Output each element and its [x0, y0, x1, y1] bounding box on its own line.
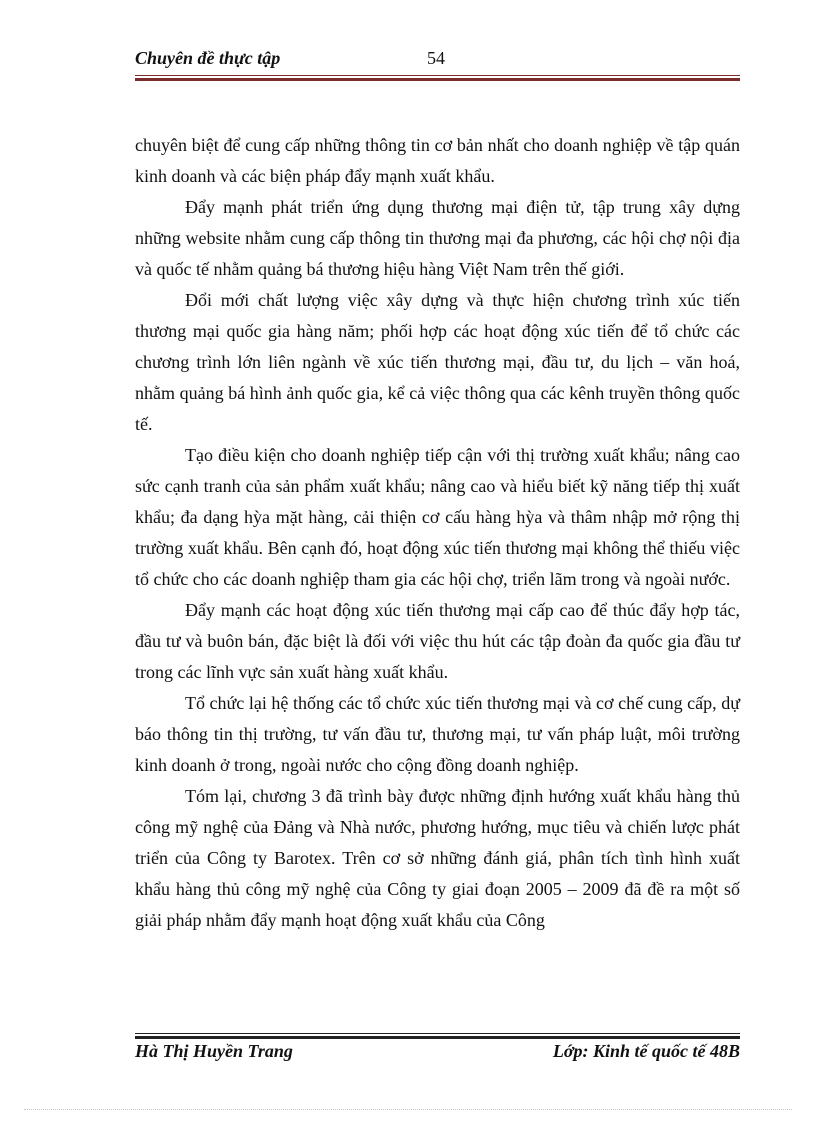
footer-author: Hà Thị Huyền Trang: [135, 1041, 293, 1061]
paragraph: Tạo điều kiện cho doanh nghiệp tiếp cận với thị trường xuất khẩu; nâng cao sức cạnh tranh của sản phẩm xuất khẩu; nâng cao và hiểu biết kỹ năng tiếp thị xuất khẩu; đa dạng hỳa mặt hàng, cải thiện cơ cấu hàng hỳa và thâm nhập mở rộng thị trường xuất khẩu. Bên cạnh đó, hoạt động xúc tiến thương mại không thể thiếu việc tổ chức cho các doanh nghiệp tham gia các hội chợ, triển lãm trong và ngoài nước.: [135, 445, 740, 589]
paragraph: Đổi mới chất lượng việc xây dựng và thực hiện chương trình xúc tiến thương mại quốc gia hàng năm; phối hợp các hoạt động xúc tiến để tổ chức các chương trình lớn liên ngành về xúc tiến thương mại, đầu tư, du lịch – văn hoá, nhằm quảng bá hình ảnh quốc gia, kể cả việc thông qua các kênh truyền thông quốc tế.: [135, 290, 740, 434]
paragraph: chuyên biệt để cung cấp những thông tin cơ bản nhất cho doanh nghiệp về tập quán kinh doanh và các biện pháp đẩy mạnh xuất khẩu.: [135, 135, 740, 186]
page-edge-divider: [24, 1109, 792, 1110]
footer-rule-thin: [135, 1033, 740, 1034]
header-rule-thick: [135, 78, 740, 81]
footer-rule-thick: [135, 1036, 740, 1039]
paragraph: Đẩy mạnh các hoạt động xúc tiến thương mại cấp cao để thúc đẩy hợp tác, đầu tư và buôn bán, đặc biệt là đối với việc thu hút các tập đoàn đa quốc gia đầu tư trong các lĩnh vực sản xuất hàng xuất khẩu.: [135, 600, 740, 682]
paragraph: Tóm lại, chương 3 đã trình bày được những định hướng xuất khẩu hàng thủ công mỹ nghệ của Đảng và Nhà nước, phương hướng, mục tiêu và chiến lược phát triển của Công ty Barotex. Trên cơ sở những đánh giá, phân tích tình hình xuất khẩu hàng thủ công mỹ nghệ của Công ty giai đoạn 2005 – 2009 đã đề ra một số giải pháp nhằm đẩy mạnh hoạt động xuất khẩu của Công: [135, 786, 740, 930]
header-rule-thin: [135, 75, 740, 76]
page-number: 54: [427, 48, 445, 68]
footer-class: Lớp: Kinh tế quốc tế 48B: [552, 1041, 740, 1061]
paragraph: Tổ chức lại hệ thống các tổ chức xúc tiến thương mại và cơ chế cung cấp, dự báo thông tin thị trường, tư vấn đầu tư, thương mại, tư vấn pháp luật, môi trường kinh doanh ở trong, ngoài nước cho cộng đồng doanh nghiệp.: [135, 693, 740, 775]
paragraph: Đẩy mạnh phát triển ứng dụng thương mại điện tử, tập trung xây dựng những website nhằm cung cấp thông tin thương mại đa phương, các hội chợ nội địa và quốc tế nhằm quảng bá thương hiệu hàng Việt Nam trên thế giới.: [135, 197, 740, 279]
header-title: Chuyên đề thực tập: [135, 48, 281, 68]
body-text: [135, 130, 740, 936]
